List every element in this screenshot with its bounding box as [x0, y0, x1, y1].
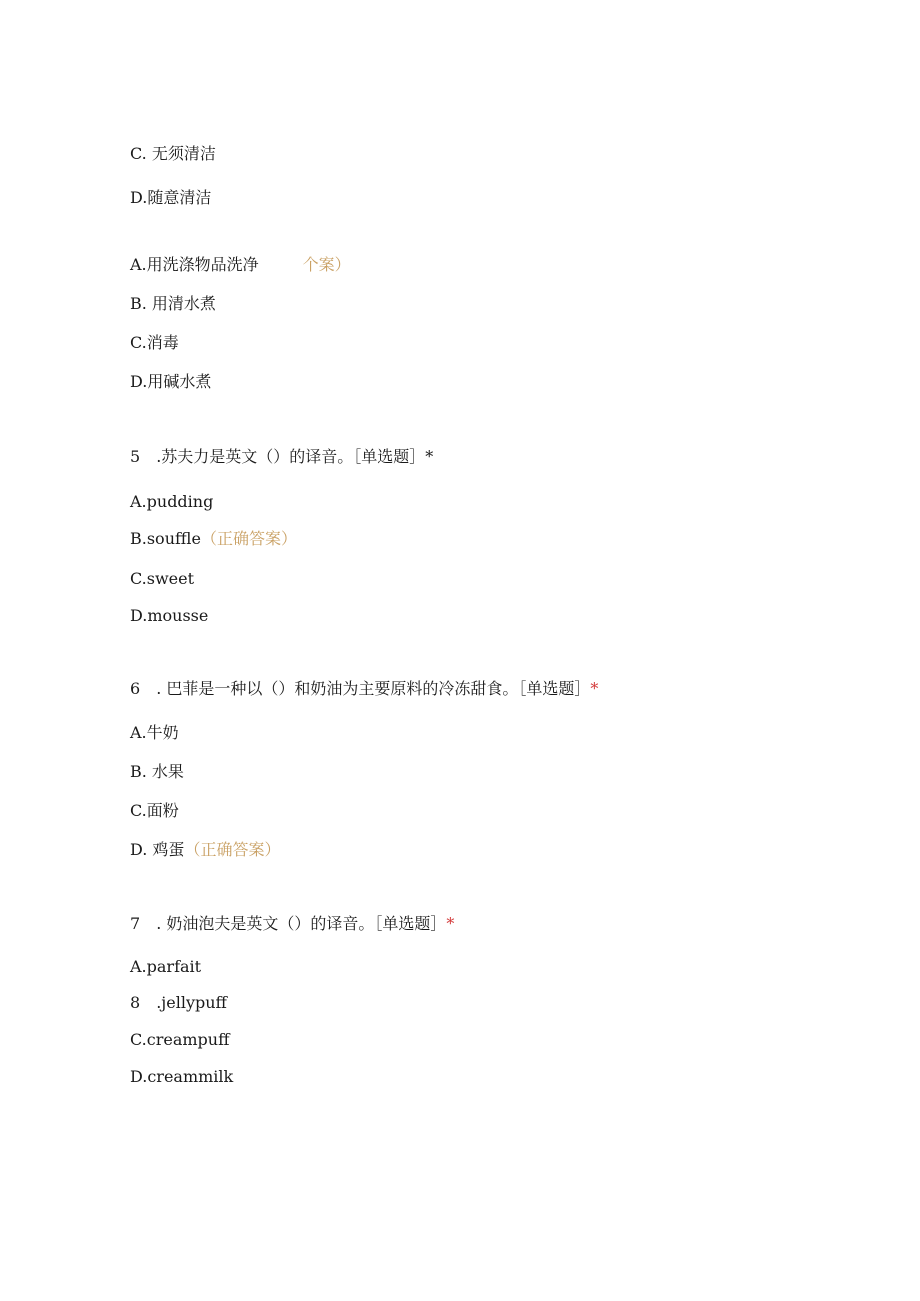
question-number: 7 [130, 914, 141, 933]
question-number: 5 [130, 447, 141, 466]
option-a-text: A.用洗涤物品洗净 [130, 255, 259, 274]
option-b-number: 8 [130, 993, 141, 1012]
option-d-text: D.用碱水煮 [130, 372, 212, 391]
option-a-row [130, 255, 351, 275]
question-number: 6 [130, 679, 141, 698]
question-text: . 奶油泡夫是英文（）的译音。［单选题］ [156, 914, 447, 933]
required-marker: * [425, 447, 434, 466]
option-d-text: D.mousse [130, 606, 209, 625]
option-d-row [130, 840, 280, 860]
option-b-text: .jellypuff [156, 993, 227, 1012]
option-d-text: D. 鸡蛋 [130, 840, 185, 859]
option-b-row [130, 993, 227, 1013]
correct-answer-note: （正确答案） [200, 529, 297, 548]
option-d-text: D.随意清洁 [130, 188, 212, 207]
option-c-text: C.消毒 [130, 333, 179, 352]
option-b-text: B. 水果 [130, 762, 184, 781]
option-b-text: B. 用清水煮 [130, 294, 216, 313]
option-c-text: C. 无须清洁 [130, 144, 216, 163]
option-c-text: C.sweet [130, 569, 195, 588]
question-5-title [130, 447, 433, 467]
option-a-text: A.pudding [130, 492, 214, 511]
answer-note: 个案） [302, 255, 351, 274]
option-a-text: A.牛奶 [130, 723, 179, 742]
question-text: .苏夫力是英文（）的译音。［单选题］ [156, 447, 426, 466]
option-a-text: A.parfait [130, 957, 202, 976]
option-b-row [130, 529, 297, 549]
option-b-text: B.souffle [130, 529, 201, 548]
question-6-title [130, 679, 598, 699]
correct-answer-note: （正确答案） [184, 840, 281, 859]
option-c-text: C.creampuff [130, 1030, 230, 1049]
option-d-text: D.creammilk [130, 1067, 234, 1086]
required-marker: * [446, 914, 455, 933]
question-7-title [130, 914, 454, 934]
required-marker: * [590, 679, 599, 698]
option-c-text: C.面粉 [130, 801, 179, 820]
question-text: . 巴菲是一种以（）和奶油为主要原料的冷冻甜食。［单选题］ [156, 679, 591, 698]
